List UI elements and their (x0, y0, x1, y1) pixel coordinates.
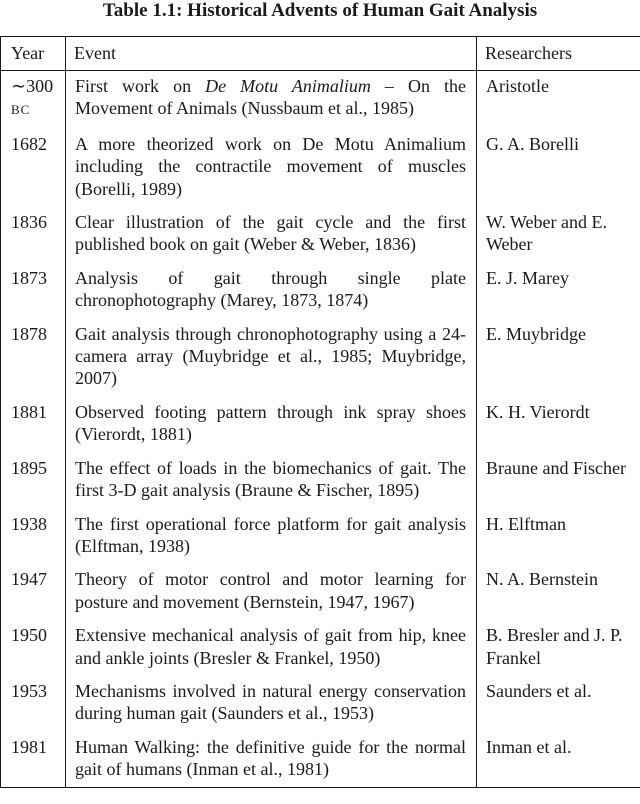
event-cell: Observed footing pattern through ink spray shoes (Vierordt, 1881) (66, 398, 477, 454)
table-row (1, 264, 640, 320)
table-row (1, 565, 640, 621)
event-cell (66, 71, 477, 130)
header-researchers: Researchers (477, 37, 640, 71)
year-cell: 1878 (1, 320, 66, 398)
researchers-cell: W. Weber and E. Weber (477, 208, 640, 264)
table-row (1, 320, 640, 398)
event-cell: A more theorized work on De Motu Animalium including the contractile movement of muscles (Borelli, 1989) (66, 130, 477, 208)
event-cell: Human Walking: the definitive guide for the normal gait of humans (Inman et al., 1981) (66, 733, 477, 787)
header-event: Event (66, 37, 477, 71)
table-row (1, 454, 640, 510)
table-row (1, 130, 640, 208)
table-row (1, 621, 640, 677)
year-cell: 1873 (1, 264, 66, 320)
table-row (1, 398, 640, 454)
year-value: ∼300 (11, 76, 54, 96)
table-row (1, 208, 640, 264)
event-cell: Gait analysis through chronophotography using a 24-camera array (Muybridge et al., 1985; Muybridge, 2007) (66, 320, 477, 398)
event-title-italic: De Motu Animalium (205, 76, 371, 96)
event-cell: The first operational force platform for gait analysis (Elftman, 1938) (66, 510, 477, 566)
table-row (1, 733, 640, 787)
event-cell: Clear illustration of the gait cycle and the first published book on gait (Weber & Weber, 1836) (66, 208, 477, 264)
event-cell: The effect of loads in the biomechanics of gait. The first 3-D gait analysis (Braune & Fischer, 1895) (66, 454, 477, 510)
event-cell: Extensive mechanical analysis of gait from hip, knee and ankle joints (Bresler & Frankel, 1950) (66, 621, 477, 677)
table-row (1, 677, 640, 733)
year-cell: 1938 (1, 510, 66, 566)
researchers-cell: G. A. Borelli (477, 130, 640, 208)
researchers-cell: Inman et al. (477, 733, 640, 787)
event-cell: Mechanisms involved in natural energy conservation during human gait (Saunders et al., 1953) (66, 677, 477, 733)
event-text-part: – On the Movement of Animals (Nussbaum et al., 1985) (75, 76, 467, 119)
year-cell: 1836 (1, 208, 66, 264)
researchers-cell: Saunders et al. (477, 677, 640, 733)
researchers-cell: K. H. Vierordt (477, 398, 640, 454)
year-cell: 1682 (1, 130, 66, 208)
table-row (1, 71, 640, 130)
gait-history-table (0, 36, 640, 788)
researchers-cell: E. J. Marey (477, 264, 640, 320)
table-row (1, 510, 640, 566)
event-cell: Analysis of gait through single plate chronophotography (Marey, 1873, 1874) (66, 264, 477, 320)
researchers-cell: E. Muybridge (477, 320, 640, 398)
year-cell: 1895 (1, 454, 66, 510)
year-era: BC (11, 102, 31, 118)
header-year: Year (1, 37, 66, 71)
year-cell (1, 71, 66, 130)
year-cell: 1881 (1, 398, 66, 454)
researchers-cell: Aristotle (477, 71, 640, 130)
researchers-cell: B. Bresler and J. P. Frankel (477, 621, 640, 677)
year-cell: 1950 (1, 621, 66, 677)
year-cell: 1953 (1, 677, 66, 733)
researchers-cell: H. Elftman (477, 510, 640, 566)
table-header-row (1, 37, 640, 71)
researchers-cell: N. A. Bernstein (477, 565, 640, 621)
table-caption: Table 1.1: Historical Advents of Human Gait Analysis (102, 0, 538, 21)
year-cell: 1947 (1, 565, 66, 621)
year-cell: 1981 (1, 733, 66, 787)
researchers-cell: Braune and Fischer (477, 454, 640, 510)
event-cell: Theory of motor control and motor learning for posture and movement (Bernstein, 1947, 1967) (66, 565, 477, 621)
event-text-part: First work on (75, 76, 206, 96)
